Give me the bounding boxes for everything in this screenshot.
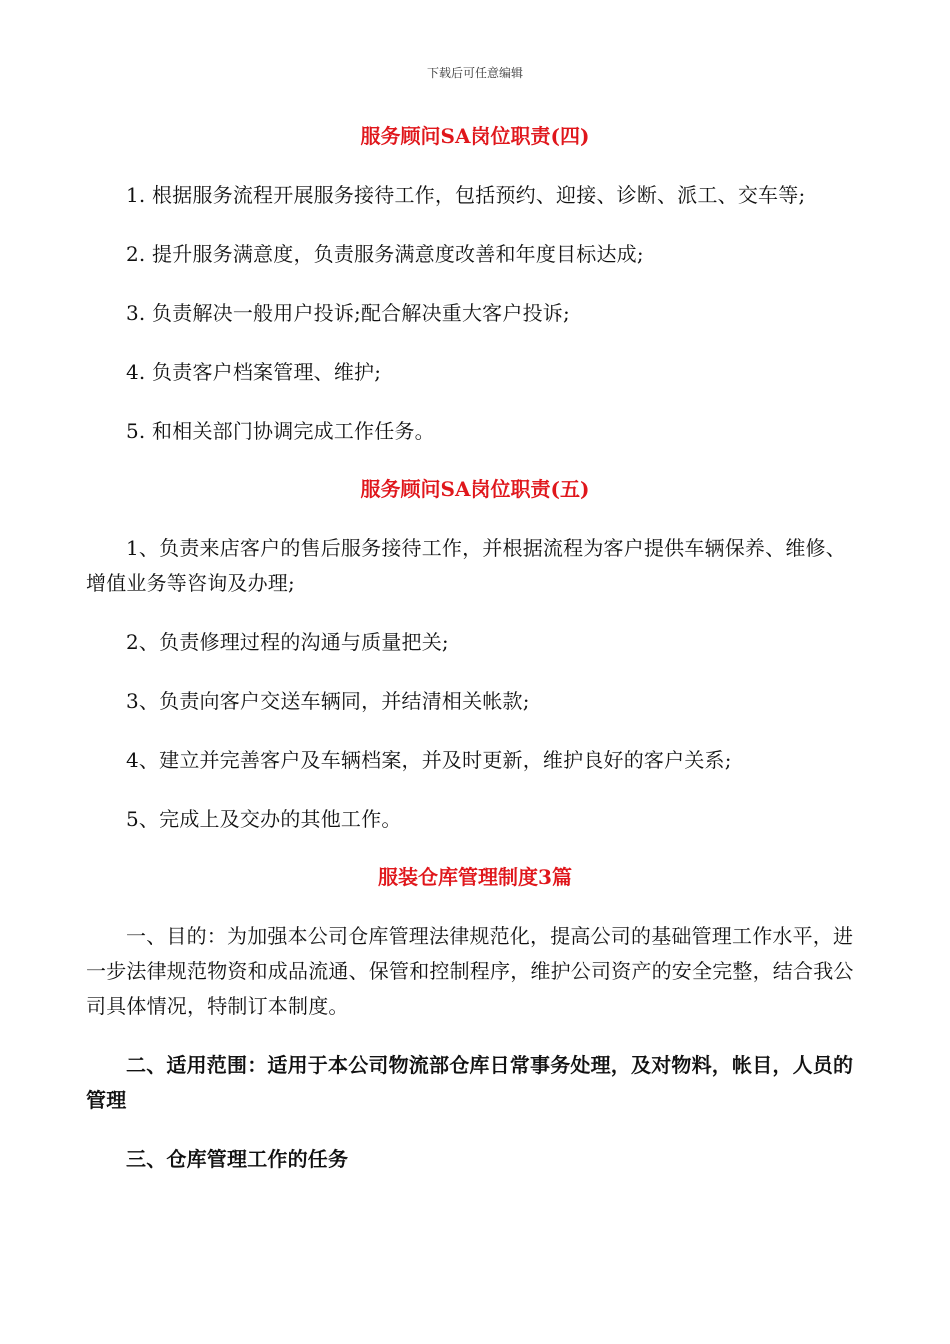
document-body — [86, 118, 864, 1177]
warehouse-scope: 二、适用范围：适用于本公司物流部仓库日常事务处理，及对物料，帐目，人员的管理 — [86, 1053, 854, 1112]
warehouse-tasks-heading: 三、仓库管理工作的任务 — [126, 1147, 349, 1171]
duty-item-4-2: 2. 提升服务满意度，负责服务满意度改善和年度目标达成; — [126, 242, 644, 266]
duty-item-5-2: 2、负责修理过程的沟通与质量把关; — [126, 630, 449, 654]
header-note: 下载后可任意编辑 — [426, 66, 523, 80]
duty-item-4-3: 3. 负责解决一般用户投诉;配合解决重大客户投诉; — [126, 301, 570, 325]
duty-item-4-5: 5. 和相关部门协调完成工作任务。 — [126, 419, 435, 443]
duty-item-5-4: 4、建立并完善客户及车辆档案，并及时更新，维护良好的客户关系; — [126, 748, 732, 772]
duty-item-5-5: 5、完成上及交办的其他工作。 — [126, 807, 402, 831]
warehouse-purpose: 一、目的：为加强本公司仓库管理法律规范化，提高公司的基础管理工作水平，进一步法律规范物资和成品流通、保管和控制程序，维护公司资产的安全完整，结合我公司具体情况，特制订本制度。 — [86, 924, 854, 1018]
duty-item-4-1: 1. 根据服务流程开展服务接待工作，包括预约、迎接、诊断、派工、交车等; — [126, 183, 806, 207]
section-title-sa-duties-4: 服务顾问SA岗位职责(四) — [360, 124, 590, 148]
section-title-sa-duties-5: 服务顾问SA岗位职责(五) — [360, 477, 590, 501]
duty-item-5-3: 3、负责向客户交送车辆同，并结清相关帐款; — [126, 689, 530, 713]
duty-item-4-4: 4. 负责客户档案管理、维护; — [126, 360, 382, 384]
duty-item-5-1: 1、负责来店客户的售后服务接待工作，并根据流程为客户提供车辆保养、维修、增值业务等咨询及办理; — [86, 536, 846, 595]
section-title-warehouse-rules: 服装仓库管理制度3篇 — [378, 865, 572, 889]
